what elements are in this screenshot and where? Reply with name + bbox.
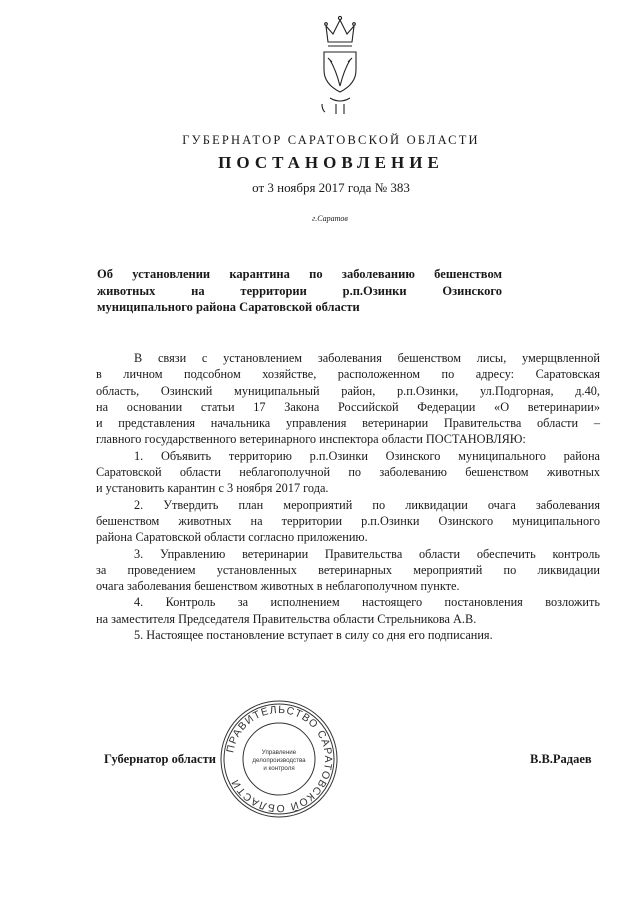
subject-line: животных на территории р.п.Озинки Озинского — [97, 283, 502, 298]
body-line: очага заболевания бешенством животных в неблагополучном пункте. — [96, 579, 460, 594]
stamp-ring-text: ПРАВИТЕЛЬСТВО САРАТОВСКОЙ ОБЛАСТИ — [224, 703, 335, 815]
body-line: на заместителя Председателя Правительства области Стрельникова А.В. — [96, 611, 477, 626]
stamp-center-line: Управление — [261, 749, 297, 756]
official-seal-stamp — [218, 698, 340, 820]
body-line: главного государственного ветеринарного инспектора области ПОСТАНОВЛЯЮ: — [96, 432, 526, 447]
body-line: Саратовской области неблагополучной по заболеванию бешенством животных — [96, 465, 600, 480]
body-line: 4. Контроль за исполнением настоящего постановления возложить — [134, 595, 600, 610]
body-line: на основании статьи 17 Закона Российской Федерации «О ветеринарии» — [96, 399, 600, 414]
issuing-authority: ГУБЕРНАТОР САРАТОВСКОЙ ОБЛАСТИ — [182, 133, 480, 147]
document-body — [96, 350, 600, 643]
document-city: г.Саратов — [312, 214, 348, 223]
body-line: В связи с установлением заболевания бешенством лисы, умерщвленной — [134, 351, 600, 365]
body-line: 1. Объявить территорию р.п.Озинки Озинского муниципального района — [134, 448, 600, 463]
body-line: и представления начальника управления ветеринарии Правительства области – — [96, 416, 600, 431]
document-subject — [97, 266, 502, 316]
body-line: 3. Управлению ветеринарии Правительства области обеспечить контроль — [134, 546, 600, 561]
body-line: за проведением установленных ветеринарных мероприятий по ликвидации — [96, 562, 600, 577]
signer-title: Губернатор области — [104, 752, 216, 766]
body-line: района Саратовской области согласно приложению. — [96, 530, 368, 545]
subject-line: муниципального района Саратовской области — [97, 300, 360, 314]
body-line: область, Озинский муниципальный район, р.п.Озинки, ул.Подгорная, д.40, — [96, 383, 600, 398]
signer-name: В.В.Радаев — [530, 752, 592, 766]
coat-of-arms-emblem — [310, 12, 370, 120]
body-line: и установить карантин с 3 ноября 2017 года. — [96, 481, 329, 496]
subject-line: Об установлении карантина по заболеванию бешенством — [97, 267, 502, 281]
document-type-title: ПОСТАНОВЛЕНИЕ — [218, 153, 444, 172]
document-date-number: от 3 ноября 2017 года № 383 — [252, 180, 410, 195]
body-line: бешенством животных на территории р.п.Озинки Озинского муниципального — [96, 513, 600, 528]
stamp-center-line: делопроизводства — [252, 757, 306, 764]
body-line: в личном подсобном хозяйстве, расположенном по адресу: Саратовская — [96, 367, 600, 382]
body-line: 5. Настоящее постановление вступает в силу со дня его подписания. — [134, 628, 493, 643]
stamp-center-line: и контроля — [263, 765, 295, 772]
body-line: 2. Утвердить план мероприятий по ликвидации очага заболевания — [134, 497, 600, 512]
